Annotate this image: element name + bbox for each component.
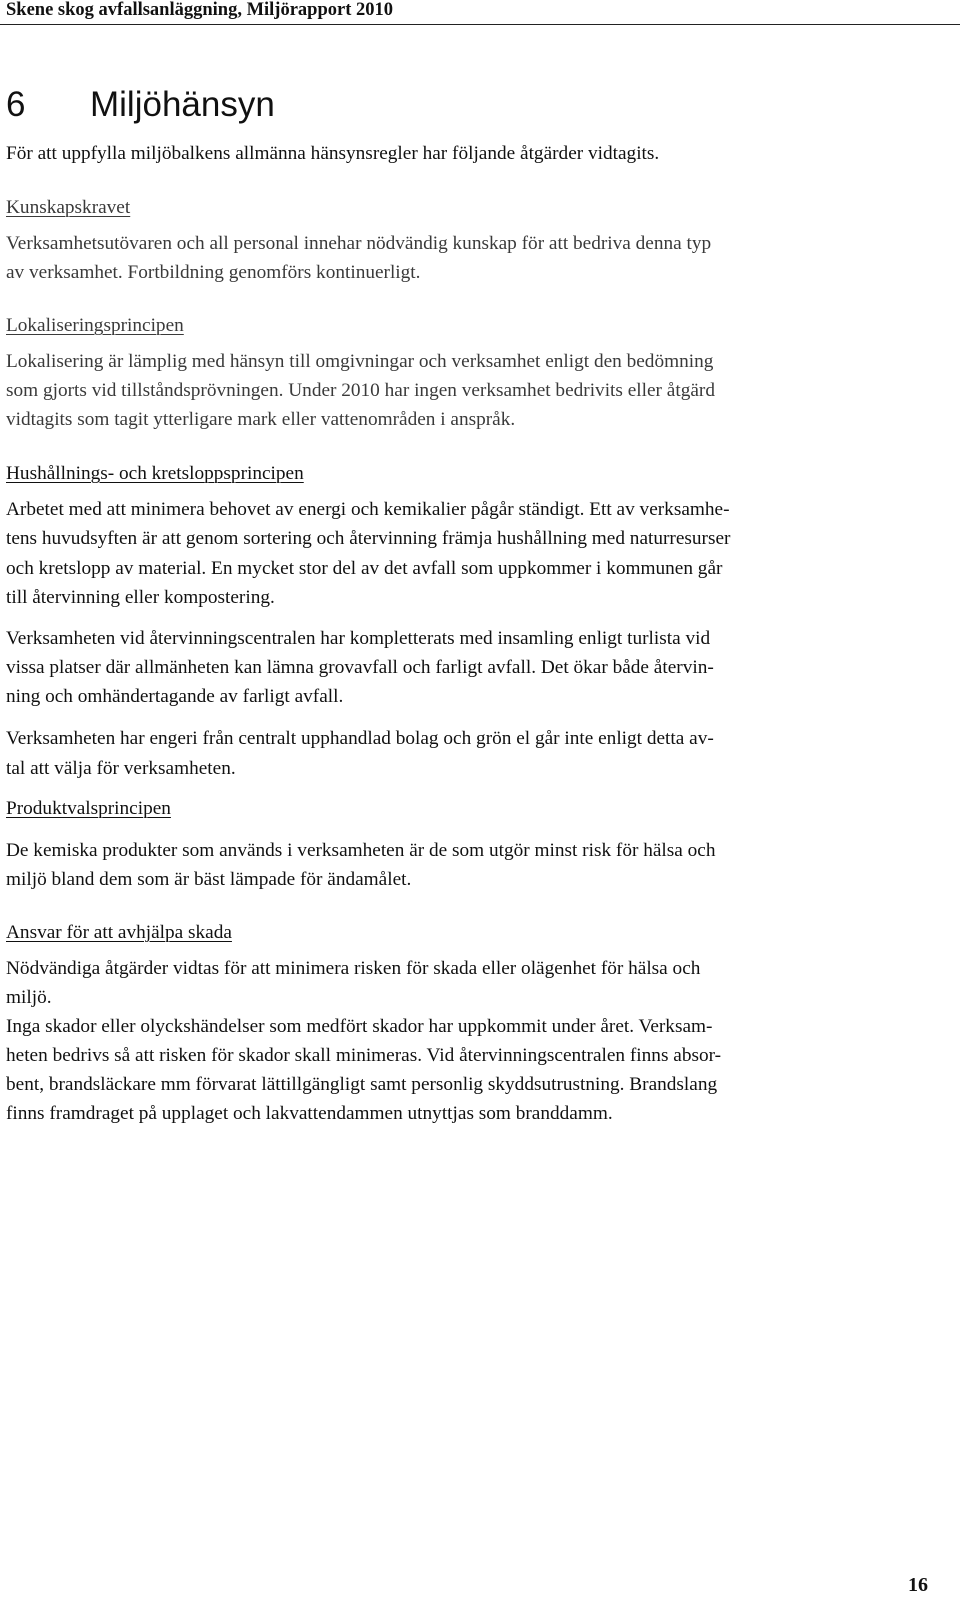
paragraph-line: Verksamhetsutövaren och all personal innehar nödvändig kunskap för att bedriva denna typ <box>6 233 712 254</box>
paragraph-line: miljö. <box>6 987 52 1008</box>
section-heading-hushallningsprincipen: Hushållnings- och kretsloppsprincipen <box>6 463 304 484</box>
paragraph-line: Arbetet med att minimera behovet av energi och kemikalier pågår ständigt. Ett av verksamhe- <box>6 499 730 520</box>
paragraph-line: och kretslopp av material. En mycket stor del av det avfall som uppkommer i kommunen går <box>6 558 723 579</box>
paragraph-line: finns framdraget på upplaget och lakvattendammen utnyttjas som branddamm. <box>6 1103 613 1124</box>
paragraph-line: Lokalisering är lämplig med hänsyn till omgivningar och verksamhet enligt den bedömning <box>6 351 714 372</box>
paragraph-line: som gjorts vid tillståndsprövningen. Under 2010 har ingen verksamhet bedrivits eller åtgärd <box>6 380 715 401</box>
chapter-number: 6 <box>6 85 26 124</box>
paragraph-line: Verksamheten vid återvinningscentralen har kompletterats med insamling enligt turlista vid <box>6 628 711 649</box>
paragraph-line: bent, brandsläckare mm förvarat lättillgängligt samt personlig skyddsutrustning. Brandslang <box>6 1074 718 1095</box>
paragraph-line: tens huvudsyften är att genom sortering och återvinning främja hushållning med naturresurser <box>6 528 731 549</box>
section-heading-lokaliseringsprincipen: Lokaliseringsprincipen <box>6 315 184 336</box>
paragraph-line: Verksamheten har engeri från centralt upphandlad bolag och grön el går inte enligt detta av- <box>6 728 714 749</box>
paragraph-line: Inga skador eller olyckshändelser som medfört skador har uppkommit under året. Verksam- <box>6 1016 713 1037</box>
section-heading-kunskapskravet: Kunskapskravet <box>6 197 131 218</box>
paragraph-line: heten bedrivs så att risken för skador skall minimeras. Vid återvinningscentralen finns absor- <box>6 1045 722 1066</box>
paragraph-line: vidtagits som tagit ytterligare mark eller vattenområden i anspråk. <box>6 409 516 430</box>
intro-paragraph: För att uppfylla miljöbalkens allmänna hänsynsregler har följande åtgärder vidtagits. <box>6 143 660 164</box>
paragraph-line: miljö bland dem som är bäst lämpade för ändamålet. <box>6 869 412 890</box>
running-header: Skene skog avfallsanläggning, Miljörapport 2010 <box>6 0 394 20</box>
paragraph-line: av verksamhet. Fortbildning genomförs kontinuerligt. <box>6 262 421 283</box>
header-rule <box>0 24 960 25</box>
paragraph-line: ning och omhändertagande av farligt avfall. <box>6 686 344 707</box>
page-number: 16 <box>908 1574 928 1596</box>
chapter-heading <box>6 85 275 125</box>
paragraph-line: vissa platser där allmänheten kan lämna grovavfall och farligt avfall. Det ökar både återvin- <box>6 657 714 678</box>
paragraph-line: tal att välja för verksamheten. <box>6 758 236 779</box>
paragraph-line: Nödvändiga åtgärder vidtas för att minimera risken för skada eller olägenhet för hälsa och <box>6 958 701 979</box>
paragraph-line: De kemiska produkter som används i verksamheten är de som utgör minst risk för hälsa och <box>6 840 716 861</box>
chapter-title: Miljöhänsyn <box>90 85 275 124</box>
paragraph-line: till återvinning eller kompostering. <box>6 587 275 608</box>
section-heading-ansvar: Ansvar för att avhjälpa skada <box>6 922 232 943</box>
section-heading-produktvalsprincipen: Produktvalsprincipen <box>6 798 171 819</box>
